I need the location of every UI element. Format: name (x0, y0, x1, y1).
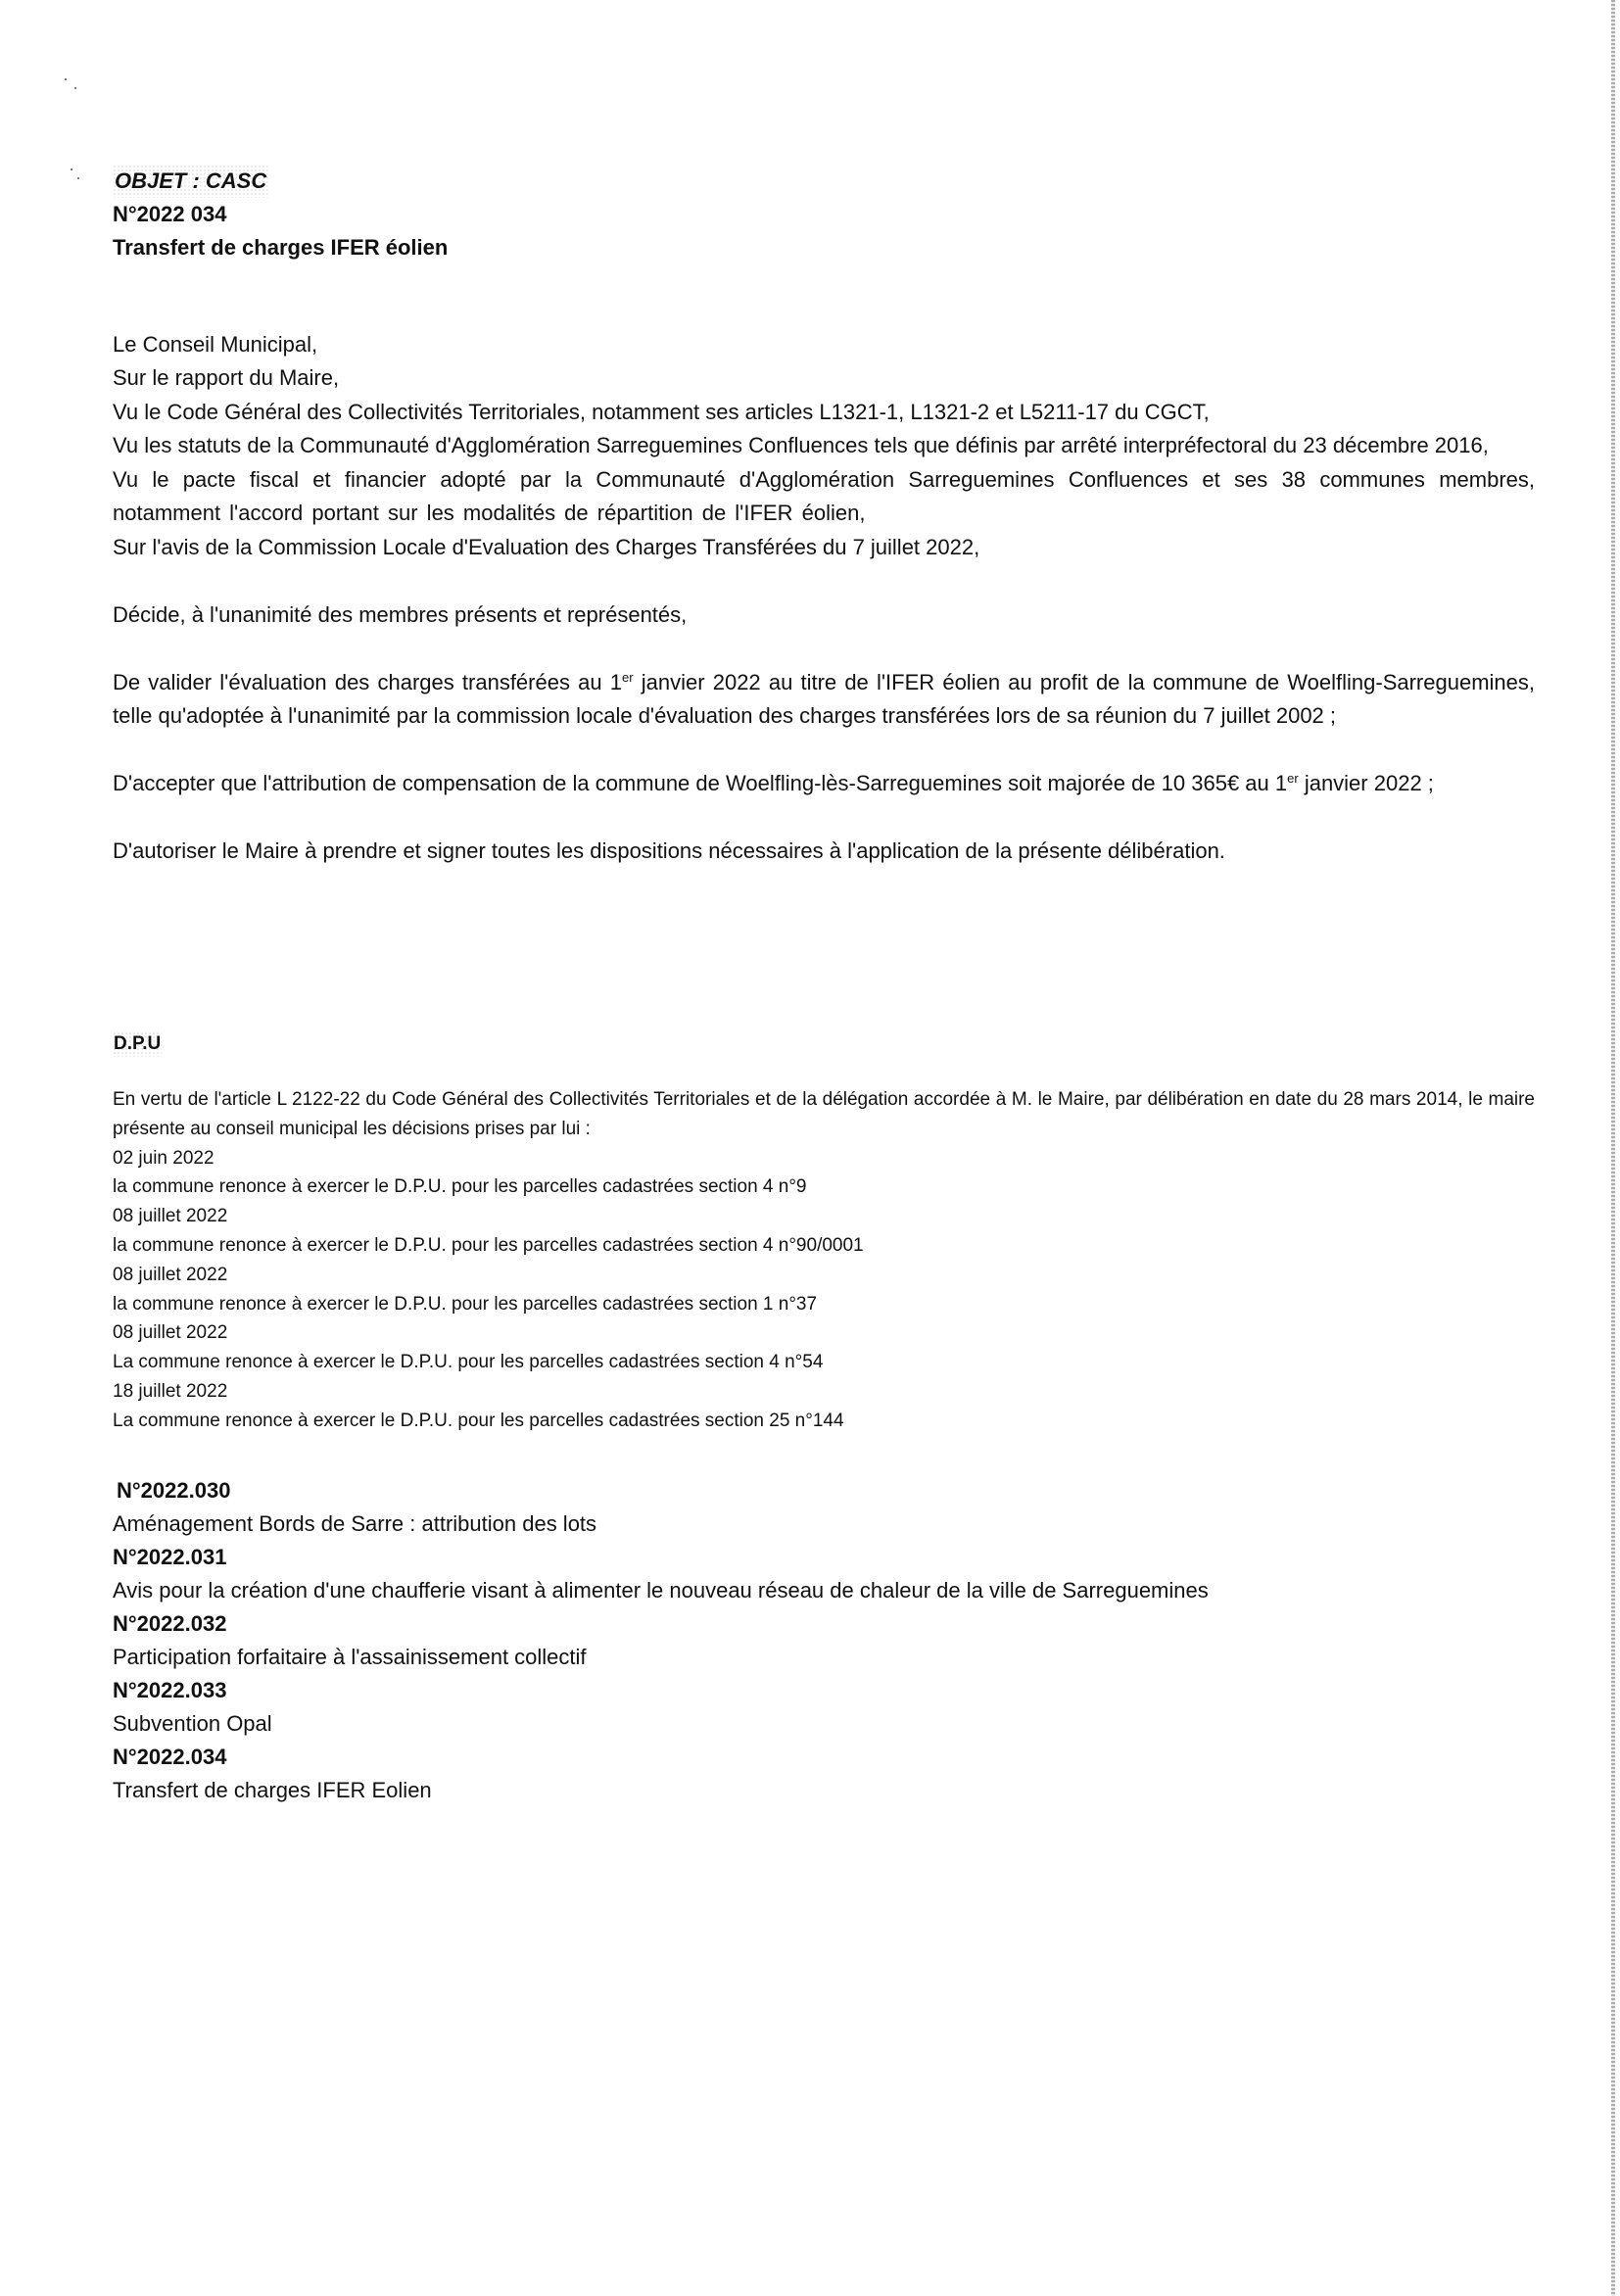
article-text: janvier 2022 ; (1298, 771, 1434, 795)
intro-line: Vu le pacte fiscal et financier adopté par la Communauté d'Agglomération Sarreguemines Confluences et ses 38 communes membres, notamment l'accord portant sur les modalités de répartition de l'IFER éolien, (113, 466, 1535, 525)
scan-speck (65, 78, 67, 80)
superscript: er (1287, 771, 1299, 786)
article-text: De valider l'évaluation des charges transférées au 1 (113, 669, 623, 694)
dpu-intro: En vertu de l'article L 2122-22 du Code Général des Collectivités Territoriales et de la délégation accordée à M. le Maire, par délibération en date du 28 mars 2014, le maire présente au conseil municipal les décisions prises par lui : (113, 1089, 1535, 1139)
deliberation-header (113, 165, 1535, 264)
deliberation-list-number: N°2022.031 (113, 1545, 227, 1569)
dpu-decision: La commune renonce à exercer le D.P.U. pour les parcelles cadastrées section 25 n°144 (113, 1410, 844, 1431)
deliberation-title: Transfert de charges IFER éolien (113, 235, 449, 260)
intro-line: Le Conseil Municipal, (113, 331, 318, 357)
article-validate (113, 666, 1535, 734)
objet-label: OBJET : CASC (113, 165, 268, 198)
dpu-decision: la commune renonce à exercer le D.P.U. pour les parcelles cadastrées section 4 n°9 (113, 1176, 807, 1198)
dpu-date: 02 juin 2022 (113, 1147, 214, 1169)
deliberation-list-title: Subvention Opal (113, 1711, 272, 1736)
decision-statement: Décide, à l'unanimité des membres présents et représentés, (113, 601, 688, 627)
deliberation-number: N°2022 034 (113, 202, 227, 226)
scan-speck (71, 168, 72, 170)
deliberation-list-number: N°2022.033 (113, 1678, 227, 1702)
intro-line: Sur l'avis de la Commission Locale d'Evaluation des Charges Transférées du 7 juillet 2022, (113, 534, 980, 559)
intro-line: Vu les statuts de la Communauté d'Agglomération Sarreguemines Confluences tels que définis par arrêté interpréfectoral du 23 décembre 2016, (113, 433, 1489, 457)
article-text: D'accepter que l'attribution de compensation de la commune de Woelfling-lès-Sarreguemines soit majorée de 10 365€ au 1 (113, 771, 1288, 795)
article-authorize: D'autoriser le Maire à prendre et signer toutes les dispositions nécessaires à l'application de la présente délibération. (113, 838, 1225, 863)
dpu-date: 08 juillet 2022 (113, 1206, 228, 1227)
deliberation-list-number: N°2022.032 (113, 1611, 227, 1636)
dpu-decision: La commune renonce à exercer le D.P.U. pour les parcelles cadastrées section 4 n°54 (113, 1352, 824, 1373)
scan-speck (77, 177, 79, 179)
dpu-decision: la commune renonce à exercer le D.P.U. pour les parcelles cadastrées section 4 n°90/0001 (113, 1234, 864, 1256)
dpu-heading: D.P.U (113, 1031, 162, 1057)
article-text: janvier 2022 au titre de l'IFER éolien au profit de la commune de Woelfling-Sarreguemines, telle qu'adoptée à l'unanimité par la commission locale d'évaluation des charges transférées lors de sa réunion du 7 juillet 2002 ; (113, 669, 1535, 728)
dpu-decision: la commune renonce à exercer le D.P.U. pour les parcelles cadastrées section 1 n°37 (113, 1293, 818, 1315)
deliberation-list-title: Participation forfaitaire à l'assainissement collectif (113, 1645, 587, 1669)
deliberations-list (113, 1474, 1535, 1807)
article-accept (113, 767, 1535, 801)
dpu-date: 08 juillet 2022 (113, 1322, 228, 1344)
deliberation-body (113, 294, 1535, 869)
deliberation-list-title: Transfert de charges IFER Eolien (113, 1778, 432, 1802)
deliberation-list-title: Aménagement Bords de Sarre : attribution des lots (113, 1511, 597, 1536)
intro-line: Sur le rapport du Maire, (113, 365, 340, 390)
dpu-date: 18 juillet 2022 (113, 1380, 228, 1402)
superscript: er (622, 669, 634, 685)
intro-line: Vu le Code Général des Collectivités Territoriales, notamment ses articles L1321-1, L1321-2 et L5211-17 du CGCT, (113, 399, 1210, 424)
dpu-section (113, 1085, 1535, 1436)
deliberation-list-number: N°2022.030 (117, 1478, 231, 1503)
deliberation-list-number: N°2022.034 (113, 1745, 227, 1769)
deliberation-list-title: Avis pour la création d'une chaufferie visant à alimenter le nouveau réseau de chaleur de la ville de Sarreguemines (113, 1578, 1209, 1602)
dpu-date: 08 juillet 2022 (113, 1264, 228, 1285)
scan-border (1611, 0, 1615, 2296)
scan-speck (74, 87, 76, 89)
